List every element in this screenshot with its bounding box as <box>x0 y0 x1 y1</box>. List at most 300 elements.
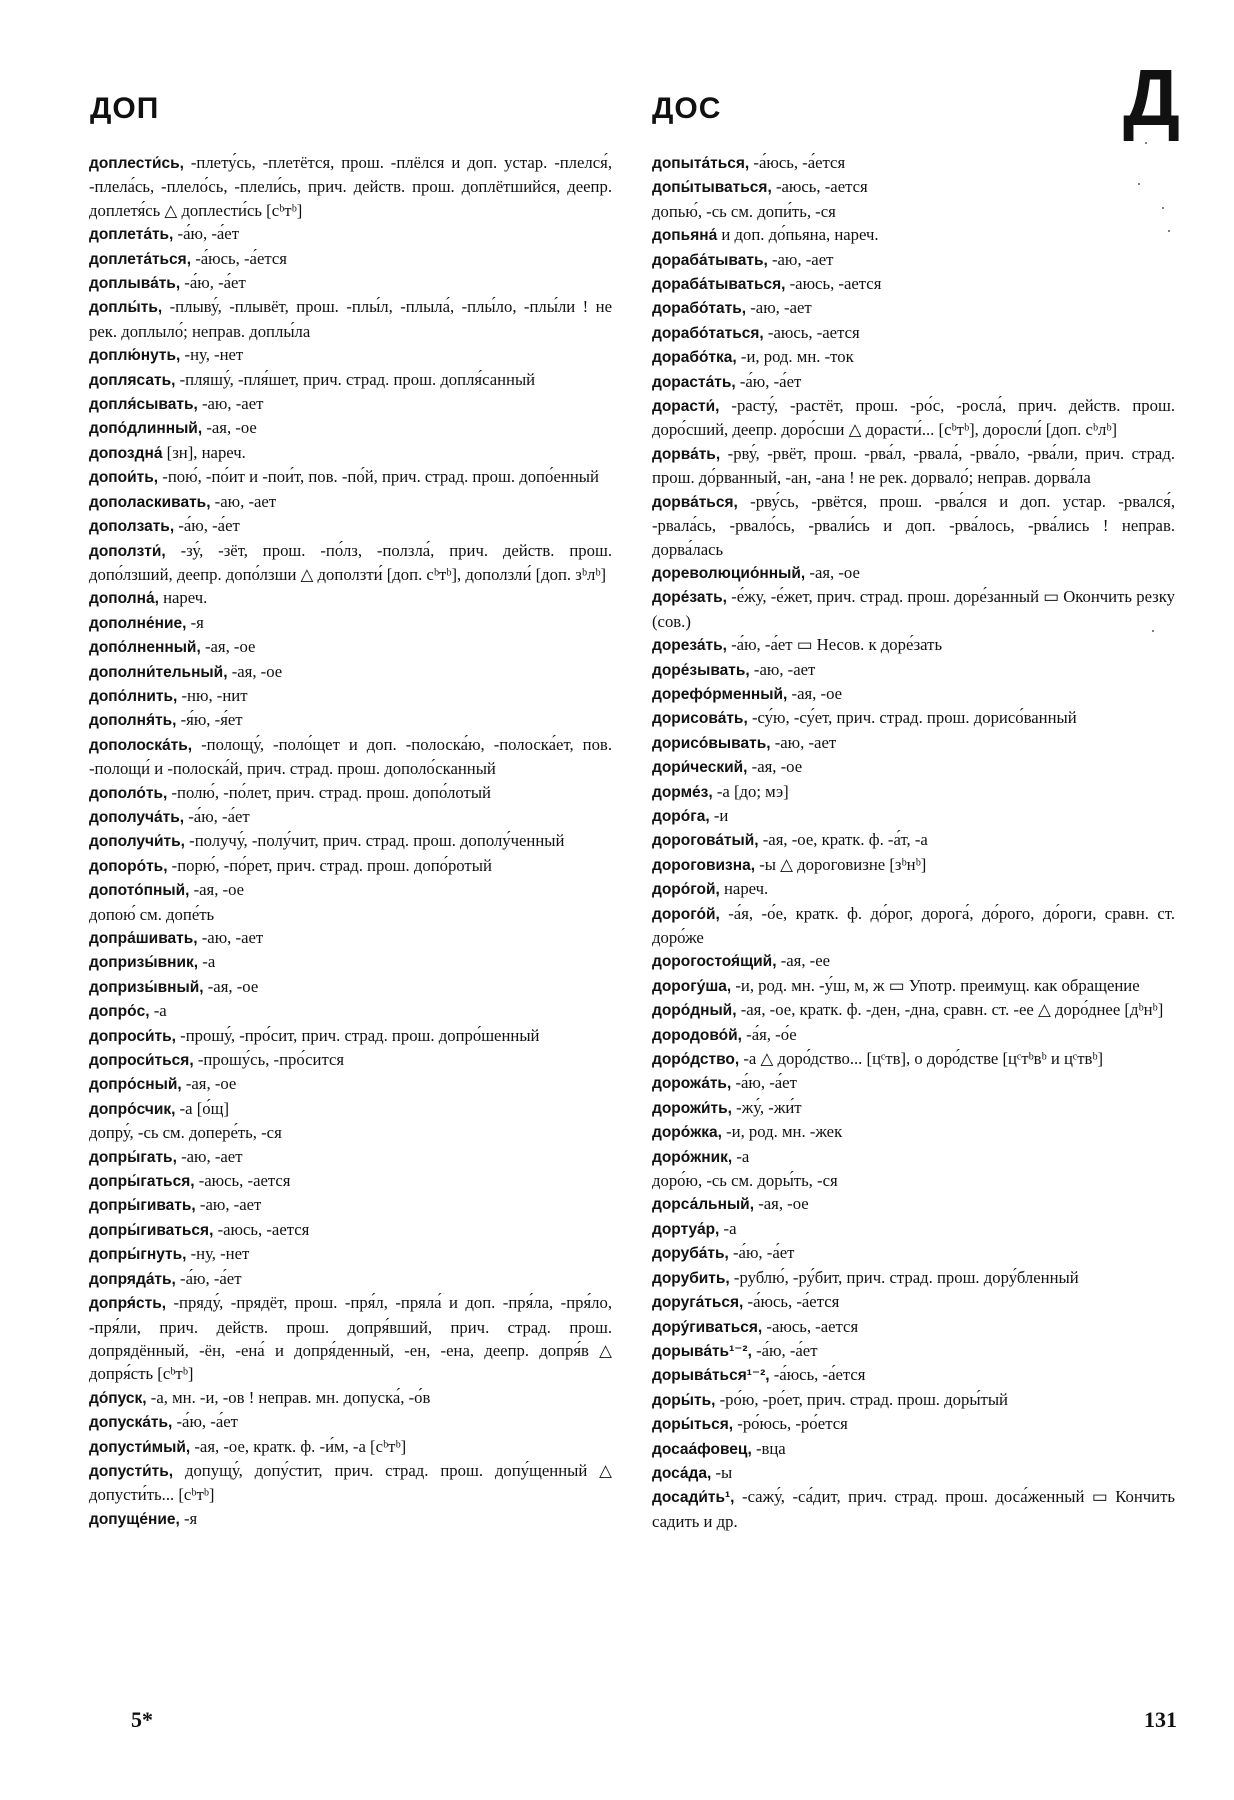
dictionary-entry <box>89 805 612 829</box>
entry-headword: допризы́вник, <box>89 954 199 972</box>
entry-headword: доплю́нуть, <box>89 347 181 365</box>
dictionary-entry <box>89 1435 612 1459</box>
entry-headword: дорва́ть, <box>652 445 721 463</box>
entry-headword: дорожа́ть, <box>652 1075 732 1093</box>
entry-body: -плету́сь, -плетётся, прош. -плёлся и доп. устар. -плелся́, -плела́сь, -плело́сь, -плели́сь, прич. действ. прош. доплётшийся, деепр. доплетя́сь △ доплести́сь [сᵇтᵇ] <box>89 153 612 220</box>
entry-body: -а́юсь, -а́ется <box>191 248 287 268</box>
entry-headword: доро́жка, <box>652 1124 722 1142</box>
dictionary-entry <box>89 1169 612 1193</box>
dictionary-entry <box>652 804 1175 828</box>
entry-headword: допои́ть, <box>89 469 159 487</box>
entry-headword: доро́га, <box>652 807 710 825</box>
scan-speck <box>1152 630 1154 632</box>
entry-headword: допо́длинный, <box>89 420 203 438</box>
entry-headword: допря́сть, <box>89 1295 167 1313</box>
dictionary-entry <box>652 321 1175 345</box>
dictionary-entry <box>89 586 612 610</box>
entry-headword: допото́пный, <box>89 882 190 900</box>
entry-headword: допля́сывать, <box>89 396 198 414</box>
dictionary-entry <box>89 392 612 416</box>
entry-headword: дореза́ть, <box>652 637 727 655</box>
entry-body: -а́ю, -а́ет <box>174 516 240 536</box>
entry-headword: доре́зать, <box>652 589 727 607</box>
dictionary-entry <box>652 731 1175 755</box>
entry-body: -ая, -ое <box>202 418 257 438</box>
dictionary-entry <box>652 1169 1175 1192</box>
dictionary-entry <box>652 1241 1175 1265</box>
dictionary-entry <box>652 1339 1175 1363</box>
entry-body: -ну, -нет <box>180 345 244 365</box>
entry-headword: допры́гивать, <box>89 1197 196 1215</box>
entry-headword: доро́дный, <box>652 1002 737 1020</box>
dictionary-entry <box>89 539 612 587</box>
entry-headword: доплести́сь, <box>89 155 184 172</box>
entry-body: -аюсь, -ается <box>762 1316 859 1336</box>
entry-body: -а́ю, -а́ет <box>731 1073 797 1093</box>
entry-headword: доруба́ть, <box>652 1245 729 1263</box>
entry-headword: дополуча́ть, <box>89 808 185 826</box>
entry-body: -а <box>198 952 216 972</box>
entry-body: -ая, -ее <box>776 951 831 971</box>
dictionary-entry <box>89 343 612 367</box>
entry-headword: доползать, <box>89 518 175 536</box>
entry-headword: дорисо́вывать, <box>652 734 771 752</box>
dictionary-entry <box>652 1412 1175 1436</box>
entry-body: -аюсь, -ается <box>194 1171 291 1191</box>
dictionary-entry <box>652 248 1175 272</box>
entry-headword: дополучи́ть, <box>89 833 185 851</box>
entry-body: -прошу́, -про́сит, прич. страд. прош. допро́шенный <box>175 1025 540 1045</box>
entry-body: -а <box>149 1001 167 1021</box>
entry-body: -и, род. мн. -жек <box>721 1122 843 1142</box>
dictionary-entry <box>652 1192 1175 1216</box>
dictionary-entry <box>652 828 1175 852</box>
page-number: 131 <box>1144 1707 1177 1732</box>
entry-headword: допряда́ть, <box>89 1270 176 1288</box>
entry-headword: дораста́ть, <box>652 373 736 391</box>
entry-headword: доплета́ться, <box>89 250 192 268</box>
dictionary-entry <box>652 200 1175 223</box>
entry-body: -а́ю, -а́ет <box>173 224 239 244</box>
dictionary-entry <box>652 706 1175 730</box>
entry-body: -ая, -ое <box>754 1194 809 1214</box>
entry-body: -аюсь, -ается <box>785 274 882 294</box>
entry-body: -расту́, -растёт, прош. -ро́с, -росла́, прич. действ. прош. доро́сший, деепр. доро́сши △ дорасти́... [сᵇтᵇ], доросли́ [доп. сᵇлᵇ] <box>652 396 1175 440</box>
entry-body: [зн], нареч. <box>162 442 246 462</box>
dictionary-entry <box>652 1023 1175 1047</box>
entry-headword: дополни́тельный, <box>89 663 228 681</box>
entry-body: -ая, -ое <box>787 683 843 703</box>
entry-headword: доплясать, <box>89 371 176 389</box>
entry-body: -и, род. мн. -у́ш, м, ж ▭ Употр. преимущ. как обращение <box>731 975 1140 995</box>
dictionary-entry <box>89 1386 612 1410</box>
dictionary-entry <box>89 829 612 853</box>
entry-body: -а́ю, -а́ет <box>175 1268 242 1288</box>
entry-headword: досаа́фовец, <box>652 1440 752 1458</box>
entry-body: допью́, -сь см. допи́ть, -ся <box>652 201 836 221</box>
dictionary-entry <box>89 1507 612 1531</box>
dictionary-entry <box>652 1096 1175 1120</box>
entry-headword: дорса́льный, <box>652 1196 755 1214</box>
entry-headword: дорого́й, <box>652 905 720 923</box>
dictionary-entry <box>89 1097 612 1121</box>
dictionary-entry <box>652 394 1175 442</box>
dictionary-entry <box>652 1047 1175 1071</box>
entry-body: -полощу́, -поло́щет и доп. -полоска́ю, -полоска́ет, пов. -полощи́ и -полоска́й, прич. страд. прош. дополо́сканный <box>89 734 612 779</box>
entry-body: -су́ю, -су́ет, прич. страд. прош. дорисо́ванный <box>747 708 1077 728</box>
entry-body: -а, мн. -и, -ов ! неправ. мн. допуска́, -о́в <box>146 1387 431 1407</box>
dictionary-entry <box>652 877 1175 901</box>
entry-body: -а́я, -о́е <box>741 1024 797 1044</box>
dictionary-entry <box>89 1218 612 1242</box>
entry-headword: до́пуск, <box>89 1389 147 1407</box>
entry-body: -рву́сь, -рвётся, прош. -рва́лся и доп. устар. -рвался́, -рвала́сь, -рвало́сь, -рвали́сь и доп. -рва́лось, -рва́лись ! неправ. дорва́лась <box>652 491 1175 559</box>
entry-headword: дорыва́ться¹⁻², <box>652 1367 770 1385</box>
entry-body: -а [о́щ] <box>175 1098 230 1118</box>
dictionary-entry <box>652 561 1175 585</box>
entry-body: -аюсь, -ается <box>771 177 868 197</box>
entry-body: доро́ю, -сь см. доры́ть, -ся <box>652 1171 838 1191</box>
entry-body: -рублю́, -ру́бит, прич. страд. прош. дору́бленный <box>729 1267 1079 1287</box>
entry-body: -зу́, -зёт, прош. -по́лз, -ползла́, прич. действ. прош. допо́лзший, деепр. допо́лзши △ доползти́ [доп. сᵇтᵇ], доползли́ [доп. зᵇлᵇ] <box>89 540 612 584</box>
entry-headword: допроси́ться, <box>89 1052 194 1070</box>
entry-headword: допуще́ние, <box>89 1510 180 1528</box>
dictionary-entry <box>652 175 1175 199</box>
entry-headword: допусти́мый, <box>89 1438 191 1456</box>
entry-headword: доруга́ться, <box>652 1294 744 1312</box>
entry-body: -е́жу, -е́жет, прич. страд. прош. доре́занный ▭ Окончить резку (сов.) <box>652 587 1175 631</box>
scan-speck <box>1168 230 1170 232</box>
entry-body: -а́ю, -а́ет ▭ Несов. к доре́зать <box>726 635 943 655</box>
dictionary-entry <box>89 1410 612 1434</box>
dictionary-entry <box>652 1485 1175 1533</box>
entry-body: -ы △ дороговизне [зᵇнᵇ] <box>755 854 927 874</box>
entry-body: -ая, -ое <box>200 637 256 657</box>
entry-body: -пою́, -по́ит и -пои́т, пов. -по́й, прич. страд. прош. допо́енный <box>158 467 599 487</box>
dictionary-entry <box>89 514 612 538</box>
dictionary-entry <box>89 1048 612 1072</box>
entry-headword: дополне́ние, <box>89 614 187 632</box>
entry-headword: доплыва́ть, <box>89 275 181 293</box>
dictionary-entry <box>89 708 612 732</box>
dictionary-entry <box>652 272 1175 296</box>
entry-body: -ы <box>711 1462 733 1482</box>
entry-body: допою́ см. допе́ть <box>89 904 215 924</box>
dictionary-entry <box>652 1217 1175 1241</box>
dictionary-entry <box>652 1388 1175 1412</box>
entry-headword: дорубить, <box>652 1269 730 1287</box>
dictionary-entry <box>652 1266 1175 1290</box>
dictionary-entry <box>89 368 612 392</box>
entry-body: -а <box>719 1218 737 1238</box>
dictionary-entry <box>652 223 1175 247</box>
dictionary-entry <box>652 585 1175 633</box>
dictionary-entry <box>652 490 1175 561</box>
dictionary-entry <box>652 1290 1175 1314</box>
entry-headword: дорме́з, <box>652 783 713 801</box>
entry-body: -я <box>186 612 204 632</box>
entry-body: -ро́ю, -ро́ет, прич. страд. прош. доры́тый <box>715 1389 1008 1409</box>
entry-headword: допусти́ть, <box>89 1462 174 1480</box>
dictionary-entry <box>89 684 612 708</box>
entry-body: -аю, -ает <box>197 928 264 947</box>
entry-body: допущу́, допу́стит, прич. страд. прош. допу́щенный △ допусти́ть... [сᵇтᵇ] <box>89 1460 612 1505</box>
entry-headword: доплы́ть, <box>89 299 163 317</box>
entry-body: -ая, -ое, кратк. ф. -а́т, -а <box>758 830 928 850</box>
entry-headword: дорабо́таться, <box>652 324 764 342</box>
dictionary-entry <box>89 1459 612 1507</box>
dictionary-entry <box>89 999 612 1023</box>
entry-headword: допро́сный, <box>89 1076 182 1094</box>
entry-body: -а́ю, -а́ет <box>184 806 250 826</box>
entry-body: -а́ю, -а́ет <box>751 1340 818 1360</box>
entry-body: -жу́, -жи́т <box>731 1097 802 1117</box>
dictionary-entry <box>89 1024 612 1048</box>
dictionary-entry <box>89 295 612 343</box>
dictionary-entry <box>89 926 612 950</box>
entry-body: -а́юсь, -а́ется <box>743 1292 840 1312</box>
entry-body: -ая, -ое <box>805 562 860 582</box>
left-column <box>89 151 612 1531</box>
dictionary-entry <box>89 878 612 902</box>
right-column <box>652 151 1175 1533</box>
dictionary-entry <box>89 151 612 222</box>
entry-headword: доро́гой, <box>652 881 720 899</box>
entry-body: -ая, -ое <box>189 880 245 900</box>
entry-body: -а́ю, -а́ет <box>172 1412 238 1432</box>
dictionary-entry <box>652 1145 1175 1169</box>
entry-body: -пляшу́, -пля́шет, прич. страд. прош. допля́санный <box>175 369 536 389</box>
entry-body: -порю́, -по́рет, прич. страд. прош. допо́ротый <box>167 855 492 875</box>
entry-body: -а́я, -о́е, кратк. ф. до́рог, дорога́, до́рого, до́роги, сравн. ст. доро́же <box>652 903 1175 947</box>
entry-body: -и <box>709 805 729 825</box>
entry-body: -полю́, -по́лет, прич. страд. прош. допо́лотый <box>167 782 491 802</box>
dictionary-entry <box>89 1121 612 1144</box>
entry-headword: допоздна́ <box>89 444 163 462</box>
entry-headword: допро́счик, <box>89 1100 176 1118</box>
dictionary-entry <box>89 222 612 246</box>
entry-headword: дополо́ть, <box>89 784 168 802</box>
dictionary-entry <box>89 416 612 440</box>
entry-body: -а △ доро́дство... [цᶜтв], о доро́дстве [цᶜтᵇвᵇ и цᶜтвᵇ] <box>739 1049 1104 1069</box>
entry-body: -ая, -ое <box>181 1074 237 1094</box>
entry-headword: допро́с, <box>89 1003 150 1021</box>
entry-body: -аю, -ает <box>197 394 264 414</box>
entry-headword: дорогова́тый, <box>652 832 759 850</box>
entry-body: -а́ю, -а́ет <box>735 371 802 391</box>
entry-body: -а́ю, -а́ет <box>728 1243 795 1263</box>
dictionary-entry <box>652 633 1175 657</box>
entry-body: -аю, -ает <box>770 732 837 752</box>
entry-headword: доплета́ть, <box>89 226 174 244</box>
entry-headword: допоро́ть, <box>89 857 168 875</box>
entry-headword: допьяна́ <box>652 227 718 245</box>
dictionary-entry <box>652 151 1175 175</box>
entry-headword: дополаскивать, <box>89 493 211 511</box>
entry-headword: дорогостоя́щий, <box>652 953 777 971</box>
dictionary-entry <box>652 998 1175 1022</box>
entry-body: -плыву́, -плывёт, прош. -плы́л, -плыла́, -плы́ло, -плы́ли ! не рек. доплыло́; неправ. доплы́ла <box>89 297 612 341</box>
running-head-left: ДОП <box>90 92 160 125</box>
dictionary-entry <box>89 490 612 514</box>
dictionary-entry <box>652 1437 1175 1461</box>
entry-headword: допроси́ть, <box>89 1027 176 1045</box>
entry-body: -и, род. мн. -ток <box>736 347 854 367</box>
dictionary-entry <box>652 296 1175 320</box>
entry-body: -ну, -нет <box>186 1244 250 1264</box>
entry-headword: дортуа́р, <box>652 1220 720 1238</box>
entry-headword: допры́гать, <box>89 1148 177 1166</box>
entry-body: -аюсь, -ается <box>213 1219 310 1239</box>
dictionary-entry <box>89 1072 612 1096</box>
dictionary-entry <box>89 1267 612 1291</box>
entry-headword: дорожи́ть, <box>652 1099 732 1117</box>
entry-headword: дороговизна, <box>652 856 756 874</box>
entry-body: и доп. до́пьяна, нареч. <box>717 225 879 245</box>
entry-headword: допры́гаться, <box>89 1173 195 1191</box>
dictionary-entry <box>89 854 612 878</box>
entry-headword: доры́ться, <box>652 1416 734 1434</box>
dictionary-entry <box>652 755 1175 779</box>
dictionary-entry <box>652 345 1175 369</box>
dictionary-entry <box>652 853 1175 877</box>
entry-headword: доро́жник, <box>652 1148 733 1166</box>
dictionary-entry <box>652 902 1175 950</box>
dictionary-entry <box>652 370 1175 394</box>
running-head-right: ДОС <box>652 92 722 125</box>
dictionary-entry <box>89 1242 612 1266</box>
entry-body: -пряду́, -прядёт, прош. -пря́л, -пряла́ и доп. -пря́ла, -пря́ло, -пря́ли, прич. действ. прош. допря́вший, прич. страд. прош. допрядённый, -ён, -ена́ и допря́денный, -ен, -ена, деепр. допря́в △ допря́сть [сᵇтᵇ] <box>89 1293 612 1384</box>
entry-body: -ая, -ое, кратк. ф. -и́м, -а [сᵇтᵇ] <box>190 1436 407 1456</box>
dictionary-entry <box>89 1291 612 1386</box>
entry-headword: дородово́й, <box>652 1026 742 1044</box>
dictionary-entry <box>89 733 612 781</box>
entry-body: -ая, -ое <box>227 661 283 681</box>
entry-body: -ая, -ое, кратк. ф. -ден, -дна, сравн. ст. -ее △ доро́днее [дᵇнᵇ] <box>736 1000 1164 1020</box>
entry-headword: дополня́ть, <box>89 712 177 730</box>
entry-headword: доро́дство, <box>652 1051 740 1069</box>
entry-body: нареч. <box>158 588 208 608</box>
entry-body: -рву́, -рвёт, прош. -рва́л, -рвала́, -рва́ло, -рва́ли, прич. страд. прош. до́рванный, -ан, -ана ! не рек. дорвало́; неправ. дорва́ла <box>652 443 1175 488</box>
dictionary-entry <box>652 1461 1175 1485</box>
entry-headword: досади́ть¹, <box>652 1489 735 1507</box>
entry-body: -ая, -ое <box>747 757 803 777</box>
entry-headword: дорисова́ть, <box>652 710 748 728</box>
entry-headword: доры́ть, <box>652 1391 716 1409</box>
entry-body: -аю, -ает <box>749 659 816 679</box>
entry-headword: допры́гиваться, <box>89 1221 214 1239</box>
dictionary-entry <box>89 635 612 659</box>
entry-body: -я <box>179 1508 198 1528</box>
scan-speck <box>1138 183 1140 185</box>
dictionary-entry <box>652 658 1175 682</box>
entry-body: -ая, -ое <box>203 976 259 996</box>
section-letter: Д <box>1123 53 1180 142</box>
entry-headword: дорва́ться, <box>652 493 738 511</box>
entry-body: -я́ю, -я́ет <box>176 710 243 730</box>
dictionary-entry <box>89 271 612 295</box>
dictionary-entry <box>89 1145 612 1169</box>
dictionary-entry <box>89 247 612 271</box>
dictionary-entry <box>89 903 612 926</box>
entry-body: -аю, -ает <box>767 249 834 269</box>
dictionary-entry <box>652 780 1175 804</box>
entry-headword: доса́да, <box>652 1464 712 1482</box>
entry-headword: дорабо́тка, <box>652 349 737 367</box>
entry-body: -прошу́сь, -про́сится <box>193 1050 345 1070</box>
dictionary-entry <box>89 611 612 635</box>
dictionary-entry <box>89 441 612 465</box>
dictionary-entry <box>89 781 612 805</box>
entry-headword: доре́зывать, <box>652 661 750 679</box>
entry-body: -ню, -нит <box>177 685 248 705</box>
entry-body: -аю, -ает <box>176 1146 243 1166</box>
entry-body: -аю, -ает <box>195 1195 262 1215</box>
entry-body: -ро́юсь, -ро́ется <box>733 1414 848 1434</box>
entry-body: нареч. <box>719 879 769 899</box>
entry-headword: дополна́, <box>89 590 159 608</box>
entry-headword: допуска́ть, <box>89 1414 173 1432</box>
entry-headword: допо́лненный, <box>89 639 201 657</box>
entry-headword: дораба́тываться, <box>652 276 786 294</box>
entry-headword: дореволюцио́нный, <box>652 564 806 582</box>
signature-mark: 5* <box>131 1707 153 1732</box>
entry-body: -вца <box>751 1438 786 1458</box>
entry-body: допру́, -сь см. допере́ть, -ся <box>89 1123 282 1143</box>
entry-headword: дополоска́ть, <box>89 736 193 754</box>
entry-headword: допо́лнить, <box>89 687 178 705</box>
entry-headword: дорабо́тать, <box>652 300 747 318</box>
entry-headword: допыта́ться, <box>652 155 750 172</box>
scan-speck <box>1162 207 1164 209</box>
entry-body: -аюсь, -ается <box>763 322 860 342</box>
entry-headword: допы́тываться, <box>652 179 772 197</box>
entry-headword: дору́гиваться, <box>652 1318 763 1336</box>
dictionary-entry <box>652 1363 1175 1387</box>
entry-headword: дорефо́рменный, <box>652 685 788 703</box>
entry-body: -а́ю, -а́ет <box>180 273 246 293</box>
dictionary-entry <box>89 465 612 489</box>
entry-body: -а [до; мэ] <box>712 781 789 801</box>
dictionary-entry <box>89 950 612 974</box>
dictionary-entry <box>89 660 612 684</box>
dictionary-entry <box>652 974 1175 998</box>
entry-body: -аю, -ает <box>746 298 812 318</box>
entry-headword: допра́шивать, <box>89 930 198 947</box>
dictionary-entry <box>89 1193 612 1217</box>
dictionary-entry <box>89 975 612 999</box>
entry-headword: дори́ческий, <box>652 759 748 777</box>
entry-body: -сажу́, -са́дит, прич. страд. прош. доса́женный ▭ Кончить садить и др. <box>652 1487 1175 1531</box>
dictionary-entry <box>652 1120 1175 1144</box>
dictionary-entry <box>652 1071 1175 1095</box>
entry-body: -а́юсь, -а́ется <box>749 153 846 172</box>
entry-headword: допры́гнуть, <box>89 1246 187 1264</box>
entry-body: -а <box>732 1146 750 1166</box>
entry-headword: дорасти́, <box>652 398 720 416</box>
entry-body: -а́юсь, -а́ется <box>769 1365 866 1385</box>
entry-headword: дораба́тывать, <box>652 251 768 269</box>
entry-headword: допризы́вный, <box>89 978 204 996</box>
entry-body: -получу́, -полу́чит, прич. страд. прош. дополу́ченный <box>184 831 565 851</box>
entry-headword: дорогу́ша, <box>652 977 732 995</box>
dictionary-entry <box>652 1315 1175 1339</box>
scan-speck <box>1145 142 1147 144</box>
dictionary-entry <box>652 442 1175 490</box>
dictionary-entry <box>652 949 1175 973</box>
dictionary-entry <box>652 682 1175 706</box>
entry-headword: доползти́, <box>89 542 166 560</box>
